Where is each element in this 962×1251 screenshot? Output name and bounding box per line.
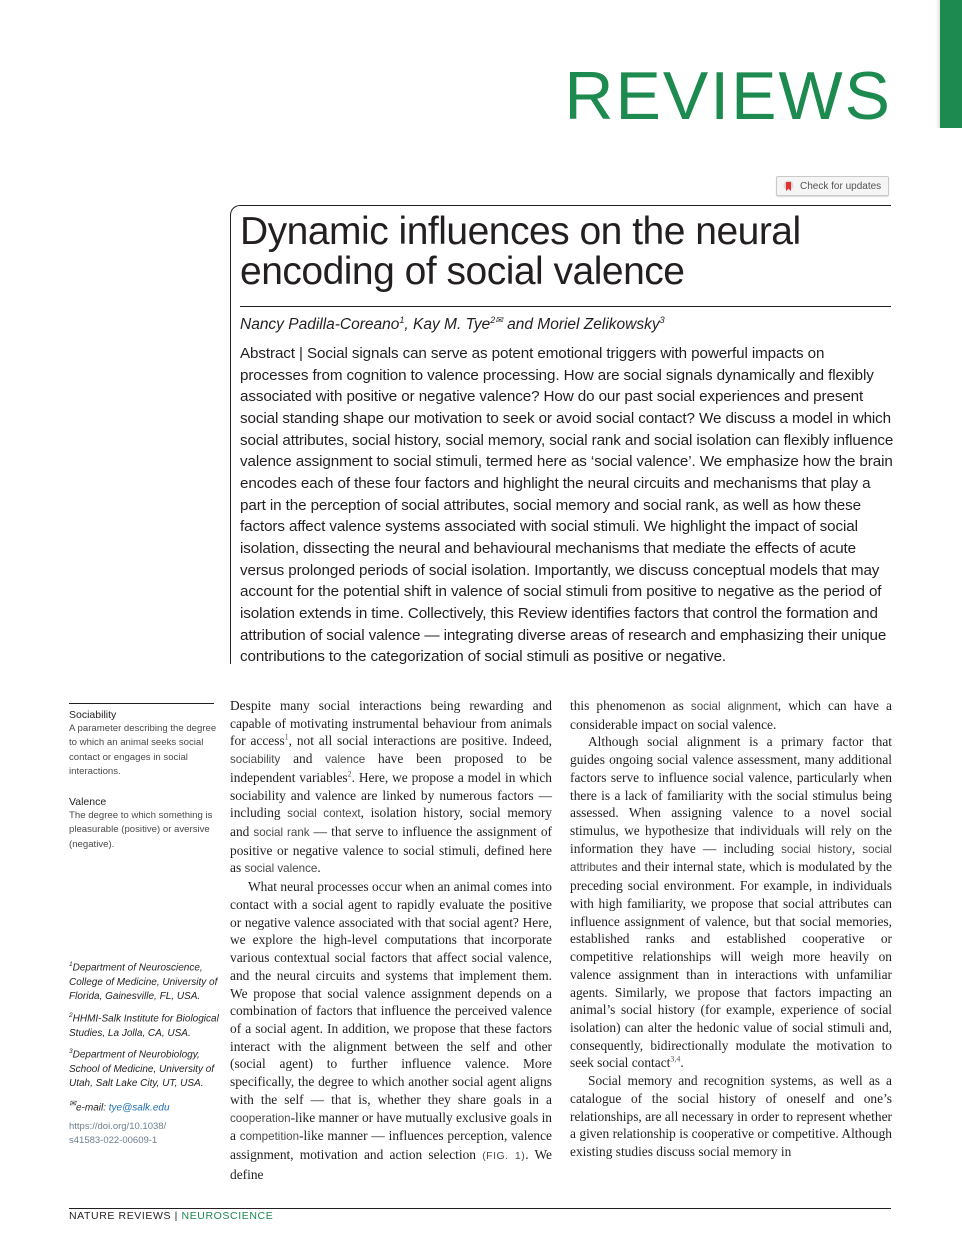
author-affiliation-marker: 3 (659, 315, 665, 325)
glossary-definition: The degree to which something is pleasurable (positive) or aversive (negative). (69, 810, 213, 850)
glossary-keyword[interactable]: social valence (244, 862, 318, 876)
figure-reference[interactable]: (FIG. 1) (482, 1149, 526, 1162)
bookmark-icon (783, 180, 794, 193)
glossary-keyword[interactable]: social rank (253, 826, 310, 840)
check-for-updates-button[interactable] (776, 176, 889, 196)
affiliation: $^3$Department of Neurobiology, School of Medicine, University of Utah, Salt Lake City, UT, USA. (69, 1048, 215, 1090)
title-divider (240, 306, 891, 307)
check-for-updates-label: Check for updates (800, 180, 882, 192)
body-column-left (230, 697, 552, 1183)
author-name: Moriel Zelikowsky (537, 316, 660, 334)
journal-footer: NATURE REVIEWS | NEUROSCIENCE (69, 1210, 274, 1222)
abstract-text: Social signals can serve as potent emotional triggers with powerful impacts on processes from cognition to valence processing. How are social signals dynamically and flexibly associated with positive or negative valence? How do our past social experiences and present social standing shape our motivation to seek or avoid social contact? We discuss a model in which social attributes, social history, social memory, social rank and social isolation can flexibly influence valence assignment to social stimuli, termed here as ‘social valence’. We emphasize how the brain encodes each of these four factors and highlight the neural circuits and mechanisms that play a part in the perception of social attributes, social memory and social rank, as well as how these factors affect valence systems associated with social stimuli. We highlight the impact of social isolation, dissecting the neural and behavioural mechanisms that mediate the effects of acute versus prolonged periods of social isolation. Importantly, we discuss conceptual models that may account for the potential shift in valence of social stimuli from positive to negative as the period of isolation extends in time. Collectively, this Review identifies factors that control the formation and attribution of social valence — integrating diverse areas of research and emphasizing their unique contributions to the categorization of social stimuli as positive or negative. (240, 345, 894, 666)
glossary-term: Valence (69, 796, 107, 808)
journal-name: NEUROSCIENCE (181, 1210, 274, 1222)
section-color-tab (940, 0, 962, 128)
section-label: REVIEWS (564, 58, 892, 134)
author-affiliation-marker: 1 (399, 315, 405, 325)
footer-divider (69, 1208, 891, 1209)
body-paragraph: Social memory and recognition systems, as well as a catalogue of the social history of oneself and one’s relationships, are all necessary in order to represent whether a given relationship is cooperative or competitive. Although existing studies discuss social memory in (570, 1073, 892, 1159)
doi-link[interactable]: https://doi.org/10.1038/ s41583-022-00609-1 (69, 1120, 167, 1146)
affiliation: $^2$HHMI-Salk Institute for Biological Studies, La Jolla, CA, USA. (69, 1011, 219, 1039)
publisher-name: NATURE REVIEWS (69, 1210, 172, 1222)
abstract: Abstract | Social signals can serve as potent emotional triggers with powerful impacts on processes from cognition to valence processing. How are social signals dynamically and flexibly associated with positive or negative valence? How do our past social experiences and present social standing shape our motivation to seek or avoid social contact? We discuss a model in which social attributes, social history, social memory, social rank and social isolation can flexibly influence valence assignment to social stimuli, termed here as ‘social valence’. We emphasize how the brain encodes each of these four factors and highlight the neural circuits and mechanisms that play a part in the perception of social attributes, social memory and social rank, as well as how these factors affect valence systems associated with social stimuli. We highlight the impact of social isolation, dissecting the neural and behavioural mechanisms that mediate the effects of acute versus prolonged periods of social isolation. Importantly, we discuss conceptual models that may account for the potential shift in valence of social stimuli from positive to negative as the period of isolation extends in time. Collectively, this Review identifies factors that control the formation and attribution of social valence — integrating diverse areas of research and emphasizing their unique contributions to the categorization of social stimuli as positive or negative. (240, 345, 894, 666)
glossary-keyword[interactable]: social attributes (570, 842, 892, 875)
glossary-keyword[interactable]: social context (287, 807, 361, 821)
glossary-definition: A parameter describing the degree to which an animal seeks social contact or engages in social interactions. (69, 723, 217, 778)
glossary-entry (69, 795, 217, 852)
envelope-icon: ✉ (69, 1097, 76, 1108)
body-column-right (570, 697, 892, 1161)
reference-marker[interactable]: 2 (347, 769, 352, 779)
glossary-keyword[interactable]: social alignment (690, 700, 778, 713)
glossary-entry (69, 708, 217, 780)
glossary-term: Sociability (69, 709, 117, 721)
article-title: Dynamic influences on the neural encoding of social valence (240, 210, 801, 293)
affiliation: $^1$Department of Neuroscience, College of Medicine, University of Florida, Gainesville, FL, USA. (69, 961, 218, 1003)
abstract-label: Abstract (240, 345, 295, 362)
author-name: Nancy Padilla-Coreano (240, 316, 400, 334)
correspondence-email: ✉e-mail: tye@salk.edu (69, 1097, 170, 1114)
author-affiliation-marker: 2✉ (490, 315, 503, 325)
glossary-keyword[interactable]: cooperation (230, 1111, 291, 1125)
glossary-keyword[interactable]: competition (239, 1130, 300, 1144)
body-paragraph: Despite many social interactions being rewarding and capable of motivating instrumental behaviour from animals for access$^1$, not all social interactions are positive. Indeed, sociability and valence have been proposed to be independent variables$^2$. Here, we propose a model in which sociability and valence are linked by numerous factors — including social context, isolation history, social memory and social rank — that serve to influence the assignment of positive or negative valence to social stimuli, defined here as social valence. (230, 698, 553, 876)
reference-marker[interactable]: 3,4 (670, 1054, 681, 1064)
sidebar-divider (69, 703, 214, 704)
author-list: Nancy Padilla-Coreano$^1$, Kay M. Tye$^{2✉}$ and Moriel Zelikowsky$^3$ (240, 315, 665, 334)
reference-marker[interactable]: 1 (284, 732, 289, 742)
body-paragraph: this phenomenon as social alignment, which can have a considerable impact on social valence. (570, 698, 892, 732)
glossary-keyword[interactable]: sociability (230, 753, 281, 767)
affiliations (69, 958, 219, 1148)
body-paragraph: What neural processes occur when an animal comes into contact with a social agent to rapidly evaluate the positive or negative valence associated with that social agent? Here, we explore the high-level computations that incorporate various contextual social factors that affect social valence, and the neural circuits and systems that implement them. We propose that social valence assignment depends on a combination of factors that influence the perceived valence of a social agent. In addition, we propose that these factors interact with the alignment between the self and other (social agent) to further influence valence. More specifically, the degree to which another social agent aligns with the self — that is, whether they share goals in a cooperation-like manner or have mutually exclusive goals in a competition-like manner — influences perception, valence assignment, motivation and action selection (FIG. 1). We define (230, 879, 553, 1182)
body-paragraph: Although social alignment is a primary factor that guides ongoing social valence assessment, many additional factors serve to influence social valence, particularly when there is a lack of familiarity with the social stimulus being assessed. When assigning valence to a novel social stimulus, we hypothesize that individuals will rely on the information they have — including social history, social attributes and their internal state, which is modulated by the preceding social environment. For example, in individuals with high familiarity, we propose that social attributes can influence assignment of valence, but that social memories, established ranks and established cooperative or competitive relationships will weigh more heavily on valence assignment than in interactions with unfamiliar agents. Similarly, we propose that factors impacting an animal’s social history (for example, experience of social isolation) can alter the hedonic value of social stimuli and, consequently, bidirectionally modulate the motivation to seek social contact$^{3,4}$. (570, 734, 892, 1071)
glossary-keyword[interactable]: social history (781, 842, 852, 856)
author-name: Kay M. Tye (413, 316, 491, 334)
email-link[interactable]: tye@salk.edu (108, 1102, 170, 1114)
glossary-keyword[interactable]: valence (325, 753, 366, 767)
